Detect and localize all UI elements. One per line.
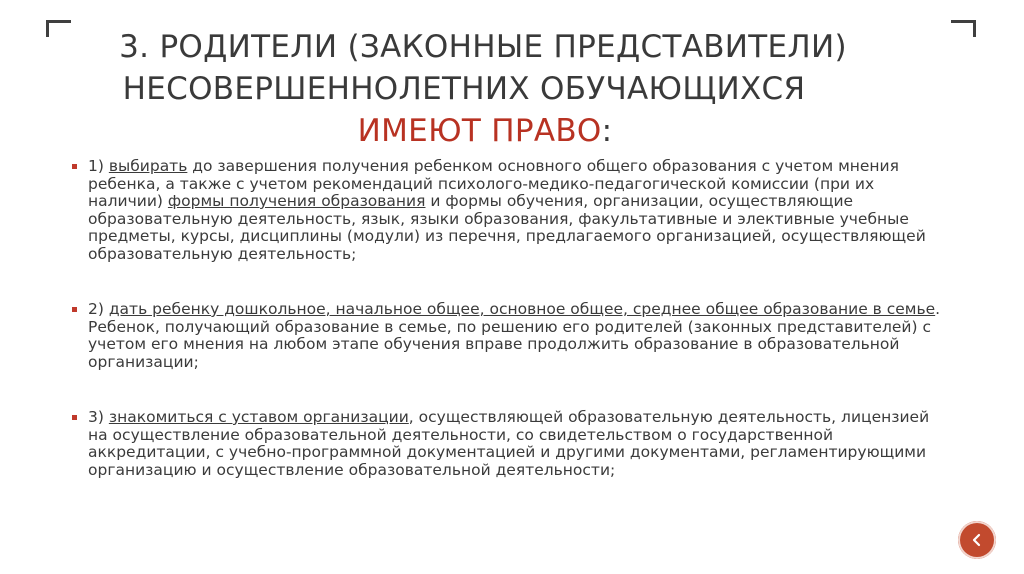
item-text: и формы обучения, организации, осуществляющие образовательную деятельность, язык, языки образования, факультативные и элективные учебные предметы, курсы, дисциплины (модули) из перечня, предлагаемого организацией, осуществляющей образовательную деятельность; (88, 192, 926, 263)
bullet-marker (72, 307, 77, 312)
previous-slide-button[interactable] (958, 521, 996, 559)
chevron-left-icon (969, 532, 985, 548)
underlined-term: дать ребенку дошкольное, начальное общее, основное общее, среднее общее образование в семье (108, 300, 936, 318)
bullet-marker (72, 415, 77, 420)
list-item (72, 301, 952, 371)
title-line-3 (0, 110, 1024, 152)
underlined-term: знакомиться с уставом организации (108, 408, 409, 426)
item-number: 2) (88, 300, 109, 318)
title-line-2: НЕСОВЕРШЕННОЛЕТНИХ ОБУЧАЮЩИХСЯ (122, 71, 806, 107)
title-accent-text: ИМЕЮТ ПРАВО (357, 113, 602, 149)
item-text: , осуществляющей образовательную деятельность, лицензией на осуществление образовательной деятельности, со свидетельством о государственной аккредитации, с учебно-программной документацией и другими документами, регламентирующими организацию и осуществление образовательной деятельности; (88, 408, 930, 479)
slide-title (0, 26, 1024, 152)
item-text: . Ребенок, получающий образование в семье, по решению его родителей (законных представителей) с учетом его мнения на любом этапе обучения вправе продолжить образование в образовательной организации; (88, 300, 941, 371)
rights-list (72, 158, 952, 517)
title-line-1: 3. РОДИТЕЛИ (ЗАКОННЫЕ ПРЕДСТАВИТЕЛИ) (119, 29, 847, 65)
list-item (72, 409, 952, 479)
underlined-term: формы получения образования (167, 192, 426, 210)
bullet-marker (72, 164, 77, 169)
underlined-term: выбирать (108, 157, 188, 175)
title-colon: : (601, 113, 613, 149)
item-number: 1) (88, 157, 109, 175)
item-text: до завершения получения ребенком основного общего образования с учетом мнения ребенка, а также с учетом рекомендаций психолого-медико-педагогической комиссии (при их наличии) (88, 157, 899, 210)
item-number: 3) (88, 408, 109, 426)
list-item (72, 158, 952, 263)
